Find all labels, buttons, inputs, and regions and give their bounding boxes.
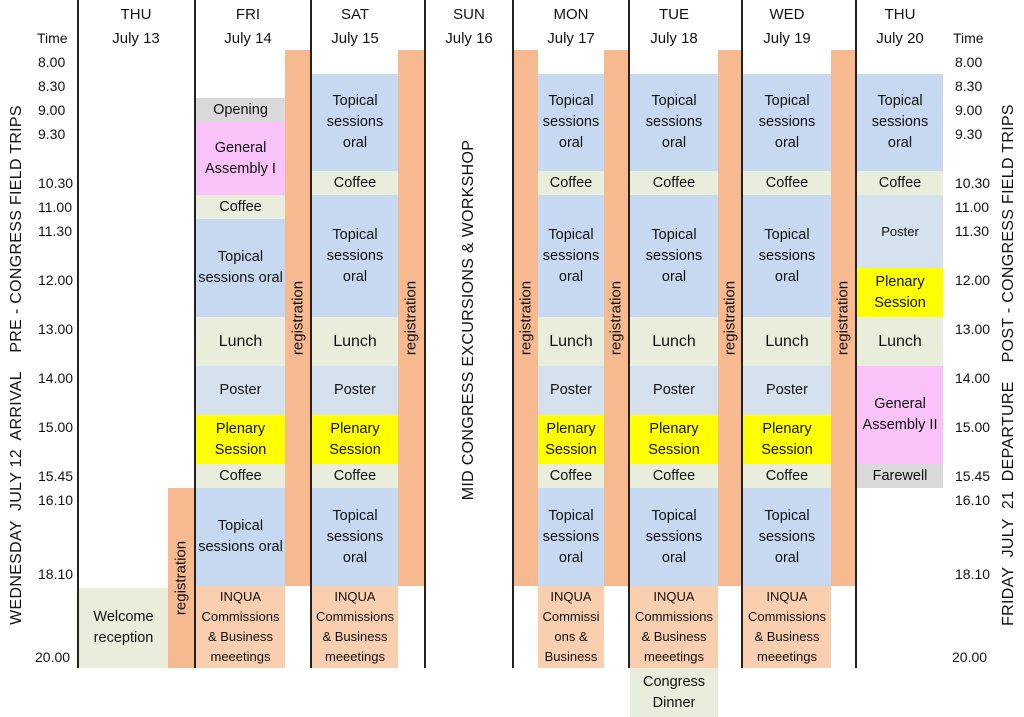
sunday-column: [426, 50, 512, 590]
day-name: THU: [120, 6, 152, 23]
plenary-session: Plenary Session: [857, 268, 943, 317]
topical-sessions: Topical sessions oral: [630, 195, 718, 317]
topical-sessions: Topical sessions oral: [196, 219, 285, 317]
time-label: 15.00: [955, 419, 991, 435]
registration-label: registration: [402, 280, 420, 356]
time-label: 18.10: [38, 566, 74, 582]
day-date: July 16: [445, 30, 493, 47]
coffee-break: Coffee: [196, 195, 285, 219]
day-header-sun16: [426, 6, 512, 48]
time-label: 12.00: [38, 272, 74, 288]
poster: Poster: [743, 366, 831, 415]
time-label: 16.10: [38, 492, 74, 508]
time-label: 8.30: [955, 78, 983, 94]
time-label: 11.30: [955, 223, 989, 239]
topical-sessions: Topical sessions oral: [312, 195, 398, 317]
day-date: July 19: [763, 30, 811, 47]
topical-sessions: Topical sessions oral: [630, 74, 718, 171]
time-label: 8.30: [38, 78, 66, 94]
registration-bar: [718, 50, 741, 586]
day-header-fri14: [196, 6, 300, 48]
coffee-break: Coffee: [743, 171, 831, 195]
time-label: 11.30: [38, 223, 72, 239]
registration-bar: [514, 50, 538, 586]
time-header-left: Time: [37, 30, 68, 46]
side-text-left: [2, 60, 32, 670]
registration-bar: [831, 50, 855, 586]
registration-label: registration: [721, 280, 738, 356]
day-name: TUE: [659, 6, 689, 23]
time-label: 9.00: [955, 102, 983, 118]
day-header-mon17: [538, 6, 604, 48]
day-header-wed19: [743, 6, 831, 48]
day-header-thu13: [78, 6, 194, 48]
day-name: WED: [769, 6, 805, 23]
lunch: Lunch: [630, 317, 718, 366]
time-header-right: Time: [953, 30, 984, 46]
time-label: 15.00: [38, 419, 74, 435]
topical-sessions: Topical sessions oral: [743, 195, 831, 317]
topical-sessions: Topical sessions oral: [312, 488, 398, 586]
separator: [77, 0, 79, 668]
lunch: Lunch: [743, 317, 831, 366]
poster: Poster: [312, 366, 398, 415]
coffee-break: Coffee: [538, 464, 604, 488]
opening: Opening: [196, 98, 285, 122]
time-label: 9.00: [38, 102, 66, 118]
time-label: 10.30: [38, 175, 74, 191]
registration-bar: [398, 50, 424, 586]
coffee-break: Coffee: [538, 171, 604, 195]
topical-sessions: Topical sessions oral: [196, 488, 285, 586]
topical-sessions: Topical sessions oral: [538, 488, 604, 586]
day-header-tue18: [630, 6, 718, 48]
day-date: July 14: [224, 30, 272, 47]
farewell: Farewell: [857, 464, 943, 488]
time-label: 10.30: [955, 175, 991, 191]
time-label: 8.00: [955, 54, 983, 70]
day-name: SUN: [453, 6, 485, 23]
day-date: July 17: [547, 30, 595, 47]
plenary-session: Plenary Session: [196, 415, 285, 464]
time-label: 9.30: [955, 126, 983, 142]
time-label: 13.00: [955, 321, 991, 337]
inqua-meetings: INQUA Commissions & Business meeetings: [630, 586, 718, 668]
coffee-break: Coffee: [630, 464, 718, 488]
inqua-meetings: INQUA Commissions & Business meeetings: [196, 586, 285, 668]
departure-label: FRIDAY JULY 21 DEPARTURE POST - CONGRESS FIELD TRIPS: [1000, 104, 1017, 626]
time-label: 20.00: [952, 649, 988, 665]
topical-sessions: Topical sessions oral: [743, 74, 831, 171]
time-label: 14.00: [955, 370, 991, 386]
plenary-session: Plenary Session: [538, 415, 604, 464]
coffee-break: Coffee: [196, 464, 285, 488]
time-label: 14.00: [38, 370, 74, 386]
mid-congress-label: MID CONGRESS EXCURSIONS & WORKSHOP: [460, 139, 477, 501]
congress-dinner: Congress Dinner: [630, 668, 718, 717]
inqua-meetings: INQUA Commissions & Business meeetings: [743, 586, 831, 668]
time-label: 11.00: [38, 199, 72, 215]
time-label: 15.45: [38, 468, 74, 484]
day-date: July 18: [650, 30, 698, 47]
lunch: Lunch: [538, 317, 604, 366]
registration-label: registration: [517, 280, 535, 356]
topical-sessions: Topical sessions oral: [538, 74, 604, 171]
day-header-thu20: [857, 6, 943, 48]
registration-label: registration: [172, 540, 190, 616]
time-label: 15.45: [955, 468, 991, 484]
coffee-break: Coffee: [743, 464, 831, 488]
general-assembly-2: General Assembly II: [857, 366, 943, 464]
time-label: 20.00: [35, 649, 71, 665]
registration-label: registration: [834, 280, 852, 356]
poster: Poster: [538, 366, 604, 415]
welcome-reception: Welcome reception: [79, 588, 168, 668]
time-label: 16.10: [955, 492, 991, 508]
coffee-break: Coffee: [630, 171, 718, 195]
registration-bar: [285, 50, 310, 586]
poster: Poster: [857, 195, 943, 268]
day-name: SAT: [340, 6, 370, 23]
day-name: THU: [884, 6, 916, 23]
time-label: 18.10: [955, 566, 991, 582]
lunch: Lunch: [857, 317, 943, 366]
day-header-sat15: [312, 6, 398, 48]
plenary-session: Plenary Session: [743, 415, 831, 464]
registration-label: registration: [607, 280, 625, 356]
topical-sessions: Topical sessions oral: [538, 195, 604, 317]
registration-bar: [168, 488, 194, 668]
inqua-meetings: INQUA Commissions & Business meeetings: [312, 586, 398, 668]
topical-sessions: Topical sessions oral: [630, 488, 718, 586]
time-label: 8.00: [38, 54, 66, 70]
inqua-meetings: INQUA Commissi ons & Business: [538, 586, 604, 668]
registration-label: registration: [289, 280, 306, 356]
day-date: July 15: [331, 30, 379, 47]
topical-sessions: Topical sessions oral: [857, 74, 943, 171]
topical-sessions: Topical sessions oral: [312, 74, 398, 171]
day-date: July 20: [876, 30, 924, 47]
lunch: Lunch: [196, 317, 285, 366]
poster: Poster: [196, 366, 285, 415]
arrival-label: WEDNESDAY JULY 12 ARRIVAL PRE - CONGRESS FIELD TRIPS: [8, 105, 25, 625]
time-label: 12.00: [955, 272, 991, 288]
day-name: FRI: [235, 6, 261, 23]
day-date: July 13: [112, 30, 160, 47]
plenary-session: Plenary Session: [630, 415, 718, 464]
plenary-session: Plenary Session: [312, 415, 398, 464]
general-assembly-1: General Assembly I: [196, 122, 285, 195]
coffee-break: Coffee: [312, 171, 398, 195]
topical-sessions: Topical sessions oral: [743, 488, 831, 586]
registration-bar: [604, 50, 628, 586]
poster: Poster: [630, 366, 718, 415]
coffee-break: Coffee: [312, 464, 398, 488]
time-label: 13.00: [38, 321, 74, 337]
day-name: MON: [553, 6, 589, 23]
lunch: Lunch: [312, 317, 398, 366]
time-label: 9.30: [38, 126, 66, 142]
time-label: 11.00: [955, 199, 989, 215]
side-text-right: [994, 60, 1024, 670]
coffee-break: Coffee: [857, 171, 943, 195]
